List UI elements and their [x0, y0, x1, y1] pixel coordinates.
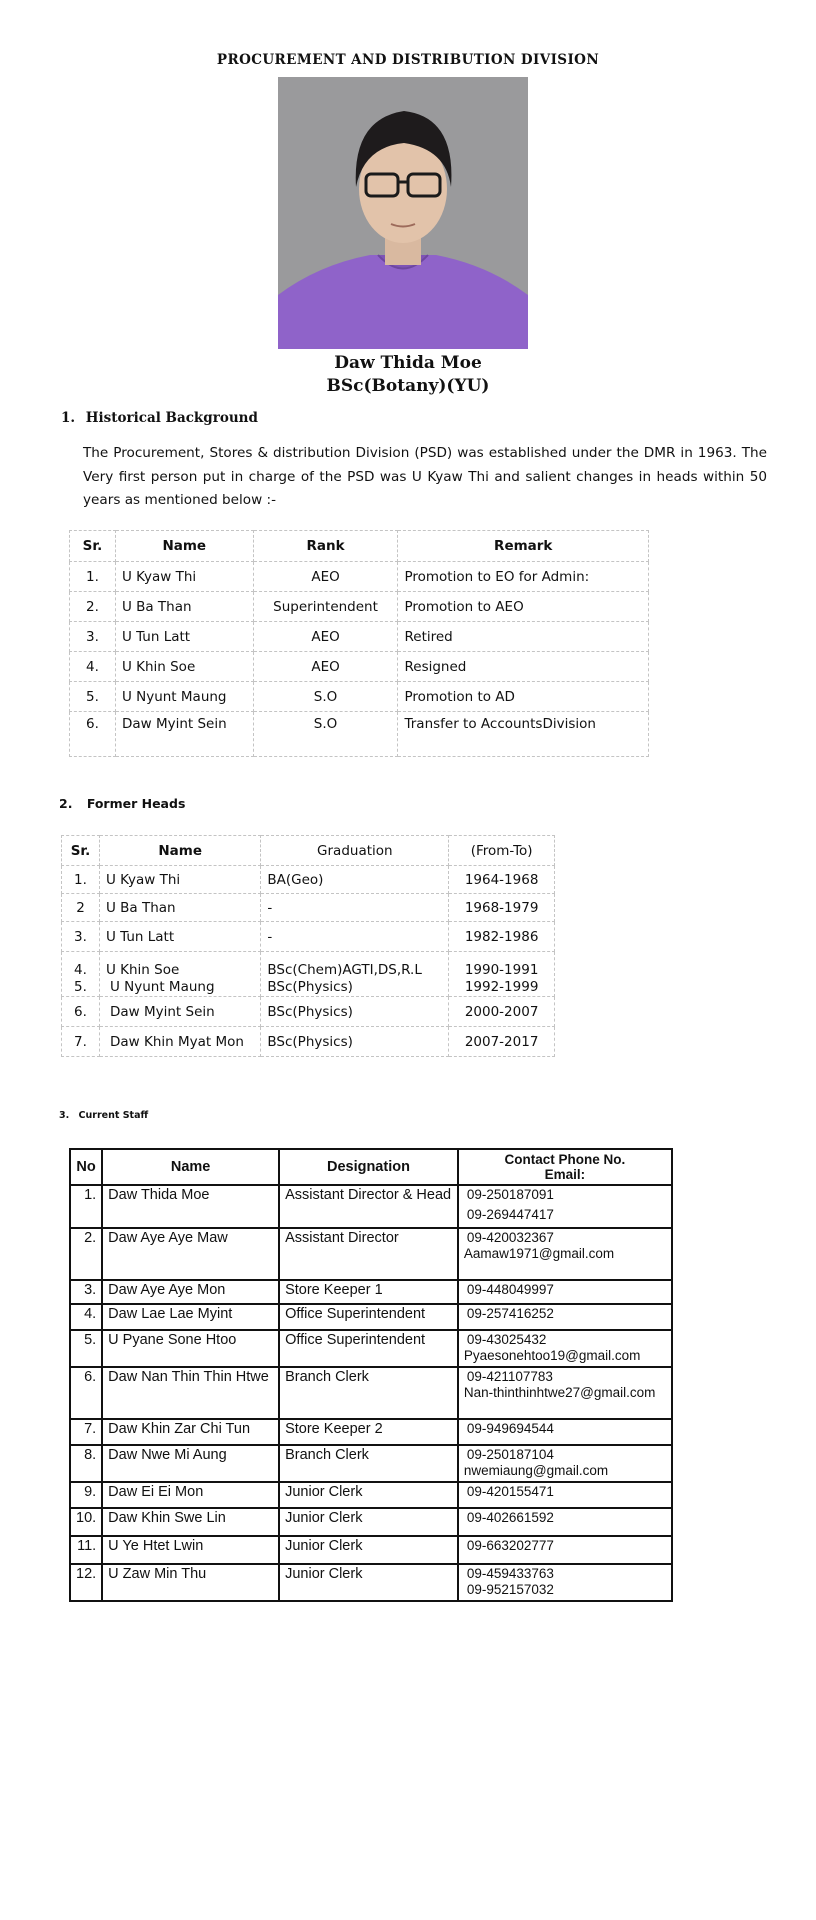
staff-phone: 09-421107783	[466, 1369, 553, 1384]
staff-name: U Pyane Sone Htoo	[102, 1330, 279, 1367]
staff-phone: 09-949694544	[458, 1419, 672, 1445]
former-heads-header	[62, 836, 555, 866]
history-rank: Superintendent	[253, 592, 398, 622]
former-sr-combined	[62, 952, 100, 997]
section2-heading	[59, 796, 185, 811]
history-sr: 3.	[70, 622, 116, 652]
staff-email: Pyaesonehtoo19@gmail.com	[463, 1348, 641, 1363]
former-name: U Nyunt Maung	[109, 979, 215, 995]
staff-name: U Ye Htet Lwin	[102, 1536, 279, 1564]
former-sr: 4.	[74, 962, 87, 978]
staff-contact	[458, 1564, 672, 1601]
former-graduation: BSc(Physics)	[261, 997, 449, 1027]
history-remark: Transfer to AccountsDivision	[398, 712, 649, 757]
former-sr: 7.	[62, 1027, 100, 1057]
staff-no: 7.	[70, 1419, 102, 1445]
staff-phone: 09-402661592	[458, 1508, 672, 1536]
former-graduation: -	[261, 894, 449, 922]
history-sr: 5.	[70, 682, 116, 712]
table-row	[70, 592, 649, 622]
former-name-combined	[99, 952, 260, 997]
staff-no: 8.	[70, 1445, 102, 1482]
staff-col-name: Name	[102, 1149, 279, 1185]
current-staff-table	[69, 1148, 673, 1602]
former-name: Daw Myint Sein	[99, 997, 260, 1027]
staff-phone: 09-448049997	[458, 1280, 672, 1304]
former-period: 1964-1968	[449, 866, 555, 894]
table-row	[70, 712, 649, 757]
table-row	[70, 622, 649, 652]
profile-photo	[278, 77, 528, 349]
former-period: 1990-1991	[464, 962, 539, 978]
staff-no: 9.	[70, 1482, 102, 1508]
staff-designation: Junior Clerk	[279, 1508, 458, 1536]
staff-name: U Zaw Min Thu	[102, 1564, 279, 1601]
history-name: Daw Myint Sein	[115, 712, 253, 757]
former-graduation: -	[261, 922, 449, 952]
former-col-name: Name	[99, 836, 260, 866]
staff-no: 4.	[70, 1304, 102, 1330]
history-name: U Tun Latt	[115, 622, 253, 652]
staff-name: Daw Nan Thin Thin Htwe	[102, 1367, 279, 1419]
table-row	[70, 1304, 672, 1330]
history-rank: AEO	[253, 622, 398, 652]
table-row	[70, 1228, 672, 1280]
table-row	[70, 1508, 672, 1536]
profile-name: Daw Thida Moe	[334, 353, 482, 373]
former-period: 2000-2007	[449, 997, 555, 1027]
former-heads-table	[61, 835, 555, 1057]
staff-contact	[458, 1185, 672, 1228]
section3-heading	[59, 1110, 148, 1121]
history-col-name: Name	[115, 531, 253, 562]
staff-no: 11.	[70, 1536, 102, 1564]
staff-designation: Store Keeper 2	[279, 1419, 458, 1445]
table-row	[62, 952, 555, 997]
staff-phone: 09-250187104	[466, 1447, 554, 1462]
staff-phone-2: 09-269447417	[466, 1207, 554, 1222]
profile-degree: BSc(Botany)(YU)	[326, 376, 490, 396]
staff-phone: 09-459433763	[466, 1566, 554, 1581]
portrait-image	[278, 77, 528, 349]
staff-phone: 09-420155471	[458, 1482, 672, 1508]
former-sr: 5.	[74, 979, 87, 995]
former-graduation: BSc(Chem)AGTI,DS,R.L	[267, 962, 422, 978]
former-sr: 1.	[62, 866, 100, 894]
history-table	[69, 530, 649, 757]
former-col-sr: Sr.	[62, 836, 100, 866]
history-name: U Khin Soe	[115, 652, 253, 682]
staff-name: Daw Khin Zar Chi Tun	[102, 1419, 279, 1445]
table-row	[70, 1445, 672, 1482]
staff-designation: Store Keeper 1	[279, 1280, 458, 1304]
table-row	[70, 1330, 672, 1367]
history-remark: Promotion to AEO	[398, 592, 649, 622]
staff-designation: Office Superintendent	[279, 1304, 458, 1330]
former-period: 1982-1986	[449, 922, 555, 952]
former-graduation-combined	[261, 952, 449, 997]
staff-name: Daw Nwe Mi Aung	[102, 1445, 279, 1482]
table-row	[62, 866, 555, 894]
staff-designation: Assistant Director & Head	[279, 1185, 458, 1228]
former-period: 1992-1999	[464, 979, 539, 995]
staff-phone: 09-43025432	[466, 1332, 547, 1347]
staff-designation: Junior Clerk	[279, 1564, 458, 1601]
staff-name: Daw Aye Aye Mon	[102, 1280, 279, 1304]
staff-phone: 09-250187091	[466, 1187, 554, 1202]
table-row	[62, 1027, 555, 1057]
section1-heading	[61, 410, 258, 426]
history-sr: 4.	[70, 652, 116, 682]
staff-table-header	[70, 1149, 672, 1185]
history-sr: 1.	[70, 562, 116, 592]
staff-designation: Branch Clerk	[279, 1367, 458, 1419]
history-remark: Retired	[398, 622, 649, 652]
history-sr: 6.	[70, 712, 116, 757]
table-row	[62, 997, 555, 1027]
table-row	[62, 894, 555, 922]
history-col-remark: Remark	[398, 531, 649, 562]
staff-designation: Junior Clerk	[279, 1536, 458, 1564]
page-title: PROCUREMENT AND DISTRIBUTION DIVISION	[216, 52, 600, 68]
section2-title: Former Heads	[86, 796, 186, 811]
section1-paragraph: The Procurement, Stores & distribution Division (PSD) was established under the DMR in 1963. The Very first person put in charge of the PSD was U Kyaw Thi and salient changes in heads within 50 years as mentioned below :-	[83, 445, 767, 508]
staff-designation: Junior Clerk	[279, 1482, 458, 1508]
former-graduation: BA(Geo)	[261, 866, 449, 894]
staff-designation: Office Superintendent	[279, 1330, 458, 1367]
section3-title: Current Staff	[78, 1110, 149, 1121]
staff-email: Nan-thinthinhtwe27@gmail.com	[463, 1385, 656, 1400]
staff-no: 6.	[70, 1367, 102, 1419]
staff-phone-2: 09-952157032	[466, 1582, 554, 1597]
staff-no: 2.	[70, 1228, 102, 1280]
staff-no: 1.	[70, 1185, 102, 1228]
staff-email: Aamaw1971@gmail.com	[463, 1246, 615, 1261]
staff-contact	[458, 1228, 672, 1280]
table-row	[70, 682, 649, 712]
section1-title: Historical Background	[85, 410, 258, 426]
table-row	[62, 922, 555, 952]
history-remark: Resigned	[398, 652, 649, 682]
staff-designation: Branch Clerk	[279, 1445, 458, 1482]
section3-number: 3.	[59, 1110, 70, 1121]
table-row	[70, 1536, 672, 1564]
staff-contact	[458, 1330, 672, 1367]
staff-email: nwemiaung@gmail.com	[463, 1463, 609, 1478]
staff-col-contact	[458, 1149, 672, 1185]
history-remark: Promotion to AD	[398, 682, 649, 712]
section2-number: 2.	[59, 796, 73, 811]
history-col-rank: Rank	[253, 531, 398, 562]
former-period: 1968-1979	[449, 894, 555, 922]
staff-col-email: Email:	[544, 1167, 586, 1182]
staff-name: Daw Thida Moe	[102, 1185, 279, 1228]
staff-no: 5.	[70, 1330, 102, 1367]
history-remark: Promotion to EO for Admin:	[398, 562, 649, 592]
former-name: U Khin Soe	[105, 962, 180, 978]
former-sr: 2	[62, 894, 100, 922]
history-name: U Ba Than	[115, 592, 253, 622]
former-sr: 6.	[62, 997, 100, 1027]
history-sr: 2.	[70, 592, 116, 622]
former-name: U Tun Latt	[99, 922, 260, 952]
staff-col-phone: Contact Phone No.	[504, 1152, 626, 1167]
staff-phone: 09-420032367	[466, 1230, 554, 1245]
former-name: Daw Khin Myat Mon	[99, 1027, 260, 1057]
history-table-header	[70, 531, 649, 562]
staff-no: 10.	[70, 1508, 102, 1536]
former-name: U Ba Than	[99, 894, 260, 922]
former-col-graduation: Graduation	[261, 836, 449, 866]
staff-no: 12.	[70, 1564, 102, 1601]
former-period: 2007-2017	[449, 1027, 555, 1057]
staff-contact	[458, 1445, 672, 1482]
history-col-sr: Sr.	[70, 531, 116, 562]
staff-name: Daw Khin Swe Lin	[102, 1508, 279, 1536]
history-rank: AEO	[253, 562, 398, 592]
staff-name: Daw Aye Aye Maw	[102, 1228, 279, 1280]
staff-phone: 09-663202777	[458, 1536, 672, 1564]
former-sr: 3.	[62, 922, 100, 952]
staff-contact	[458, 1367, 672, 1419]
former-graduation: BSc(Physics)	[261, 1027, 449, 1057]
former-graduation: BSc(Physics)	[267, 979, 353, 995]
table-row	[70, 1564, 672, 1601]
former-period-combined	[449, 952, 555, 997]
history-rank: S.O	[253, 682, 398, 712]
former-name: U Kyaw Thi	[99, 866, 260, 894]
table-row	[70, 1419, 672, 1445]
staff-no: 3.	[70, 1280, 102, 1304]
staff-designation: Assistant Director	[279, 1228, 458, 1280]
staff-phone: 09-257416252	[458, 1304, 672, 1330]
staff-name: Daw Ei Ei Mon	[102, 1482, 279, 1508]
former-col-period: (From-To)	[449, 836, 555, 866]
staff-col-no: No	[70, 1149, 102, 1185]
staff-col-designation: Designation	[279, 1149, 458, 1185]
section1-number: 1.	[61, 410, 76, 426]
table-row	[70, 562, 649, 592]
staff-name: Daw Lae Lae Myint	[102, 1304, 279, 1330]
table-row	[70, 652, 649, 682]
history-name: U Kyaw Thi	[115, 562, 253, 592]
history-rank: AEO	[253, 652, 398, 682]
table-row	[70, 1482, 672, 1508]
table-row	[70, 1367, 672, 1419]
table-row	[70, 1280, 672, 1304]
history-name: U Nyunt Maung	[115, 682, 253, 712]
history-rank: S.O	[253, 712, 398, 757]
table-row	[70, 1185, 672, 1228]
